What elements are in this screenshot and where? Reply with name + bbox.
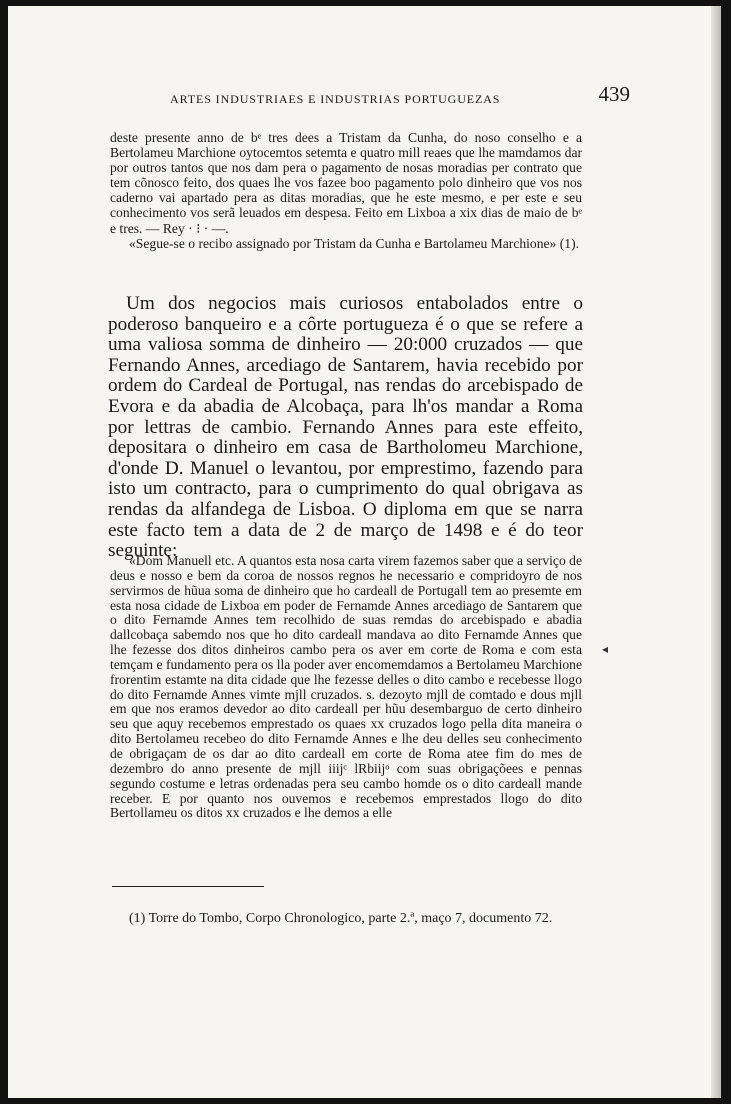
letter-receipt-note: «Segue-se o recibo assignado por Tristam da Cunha e Bartolameu Marchione» (1). bbox=[129, 235, 580, 251]
book-page bbox=[8, 6, 721, 1098]
quote-paragraph: «Dom Manuell etc. A quantos esta nosa carta virem fazemos saber que a serviço de deus e nosso e bem da coroa de nossos regnos he necessario e compridoyro de nos servirmos de hũua soma de dinheiro que ho cardeall de Portugall tem ao presemte em esta nosa cidade de Lixboa em poder de Fernamde Annes arcediago de Santarem que o dito Fernamde Annes tem recolhido de suas remdas do arcebispado e abadia dallcobaça sabemdo nos que ho dito cardeall mandava ao dito Fernamde Annes que lhe fezesse dos ditos dinheiros cambo pera os aver em corte de Roma e com esta temçam e fundamento pera os lla poder aver encomemdamos a Bertolameu Marchione frorentim estamte na dita cidade que lhe fezesse delles o dito cambo e recebesse llogo do dito Fernamde Annes vimte mjll cruzados. s. dezoyto mjll de comtado e dous mjll em que nos eramos devedor ao dito cardeall per hũu desembarguo de certo dinheiro seu que aquy recebemos emprestado os quaes xx cruzados logo pella dita maneira o dito Bertolameu recebeo do dito Fernamde Annes e lhe deu delles seu conhecimento de obrigaçam de os dar ao dito cardeall em corte de Roma atee fim do mes de dezembro do anno presente de mjll iiijᶜ lRbiijᵒ com suas obrigaçõees e pennas segundo costume e letras ordenadas pera seu cambo homde os o dito cardeall mande receber. E por quanto nos ouvemos e recebemos emprestados llogo do dito Bertollameu os ditos xx cruzados e lhe demos a elle bbox=[110, 553, 582, 821]
main-text bbox=[108, 294, 583, 562]
page-edge-shadow bbox=[711, 6, 721, 1098]
footnote-divider bbox=[112, 886, 264, 887]
letter-paragraph: deste presente anno de bᵉ tres dees a Tristam da Cunha, do noso conselho e a Bertolameu Marchione oytocemtos setemta e quatro mill reaes que lhe mamdamos dar por outros tantos que nos dam pera o pagamento de nosas moradias per contrato que tem cõnosco feito, dos quaes lhe vos fazee boo pagamento polo dinheiro que vos nos caderno vai apartado pera as ditas moradias, que he este mesmo, e per este e seu conhecimento vos serã leuados em despesa. Feito em Lixboa a xix dias de maio de bᵉ e tres. — Rey · ⁝ · —. bbox=[110, 130, 582, 236]
margin-mark: ◂ bbox=[602, 642, 609, 656]
letter-excerpt bbox=[110, 130, 582, 251]
footnote-text: (1) Torre do Tombo, Corpo Chronologico, parte 2.ª, maço 7, documento 72. bbox=[129, 911, 553, 926]
quoted-document bbox=[110, 554, 582, 821]
page-number: 439 bbox=[598, 82, 630, 106]
main-paragraph: Um dos negocios mais curiosos entabolados entre o poderoso banqueiro e a côrte portugueza é o que se refere a uma valiosa somma de dinheiro — 20:000 cruzados — que Fernando Annes, arcediago de Santarem, havia recebido por ordem do Cardeal de Portugal, nas rendas do arcebispado de Evora e da abadia de Alcobaça, para lh'os mandar a Roma por lettras de cambio. Fernando Annes para este effeito, depositara o dinheiro em casa de Bartholomeu Marchione, d'onde D. Manuel o levantou, por emprestimo, fazendo para isto um contracto, para o cumprimento do qual obrigava as rendas da alfandega de Lisboa. O diploma em que se narra este facto tem a data de 2 de março de 1498 e é do teor seguinte: bbox=[108, 293, 583, 562]
running-title: ARTES INDUSTRIAES E INDUSTRIAS PORTUGUEZAS bbox=[170, 92, 501, 106]
footnote bbox=[110, 910, 582, 927]
